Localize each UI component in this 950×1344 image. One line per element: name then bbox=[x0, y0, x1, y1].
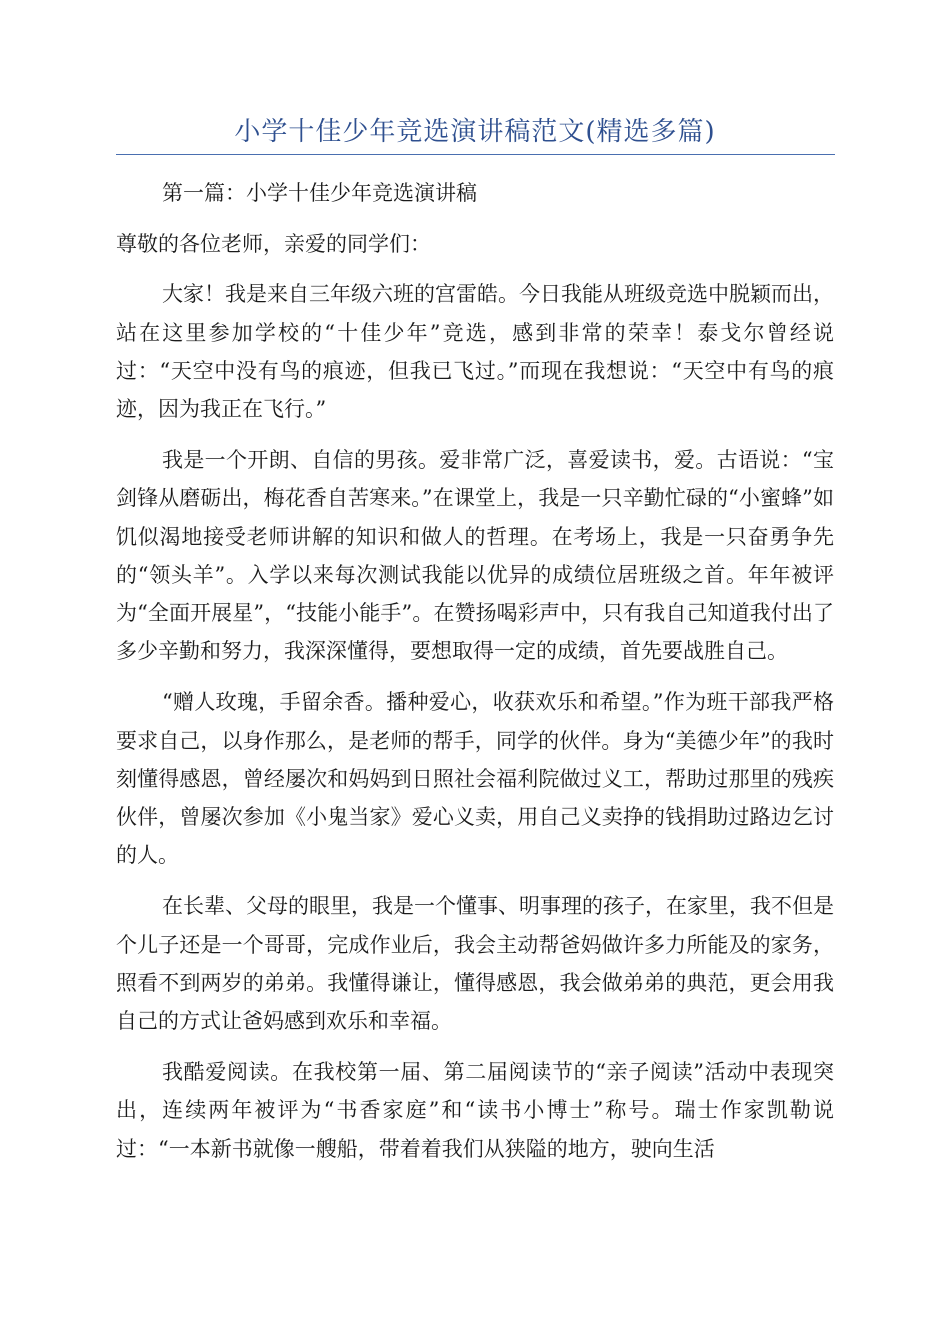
paragraph-5: 我酷爱阅读。在我校第一届、第二届阅读节的“亲子阅读”活动中表现突出，连续两年被评为“书香家庭”和“读书小博士”称号。瑞士作家凯勒说过：“一本新书就像一艘船，带着着我们从狭隘的地方，驶向生活 bbox=[116, 1060, 834, 1161]
paragraph-2: 我是一个开朗、自信的男孩。爱非常广泛，喜爱读书，爱。古语说：“宝剑锋从磨砺出，梅花香自苦寒来。”在课堂上，我是一只辛勤忙碌的“小蜜蜂”如饥似渴地接受老师讲解的知识和做人的哲理。在考场上，我是一只奋勇争先的“领头羊”。入学以来每次测试我能以优异的成绩位居班级之首。年年被评为“全面开展星”，“技能小能手”。在赞扬喝彩声中，只有我自己知道我付出了多少辛勤和努力，我深深懂得，要想取得一定的成绩，首先要战胜自己。 bbox=[116, 448, 834, 664]
paragraph-3: “赠人玫瑰，手留余香。播种爱心，收获欢乐和希望。”作为班干部我严格要求自己，以身作那么，是老师的帮手，同学的伙伴。身为“美德少年”的我时刻懂得感恩，曾经屡次和妈妈到日照社会福利院做过义工，帮助过那里的残疾伙伴，曾屡次参加《小鬼当家》爱心义卖，用自己义卖挣的钱捐助过路边乞讨的人。 bbox=[116, 690, 834, 868]
document-title: 小学十佳少年竞选演讲稿范文(精选多篇) bbox=[234, 117, 716, 147]
section-heading: 第一篇：小学十佳少年竞选演讲稿 bbox=[162, 181, 477, 205]
title-underline bbox=[116, 154, 835, 155]
paragraph-1: 大家！我是来自三年级六班的宫雷皓。今日我能从班级竞选中脱颖而出，站在这里参加学校的“十佳少年”竞选，感到非常的荣幸！泰戈尔曾经说过：“天空中没有鸟的痕迹，但我已飞过。”而现在我想说：“天空中有鸟的痕迹，因为我正在飞行。” bbox=[116, 282, 834, 422]
salutation: 尊敬的各位老师，亲爱的同学们： bbox=[116, 232, 431, 257]
document-body bbox=[116, 174, 834, 1181]
paragraph-4: 在长辈、父母的眼里，我是一个懂事、明事理的孩子，在家里，我不但是个儿子还是一个哥哥，完成作业后，我会主动帮爸妈做许多力所能及的家务，照看不到两岁的弟弟。我懂得谦让，懂得感恩，我会做弟弟的典范，更会用我自己的方式让爸妈感到欢乐和幸福。 bbox=[116, 894, 834, 1034]
